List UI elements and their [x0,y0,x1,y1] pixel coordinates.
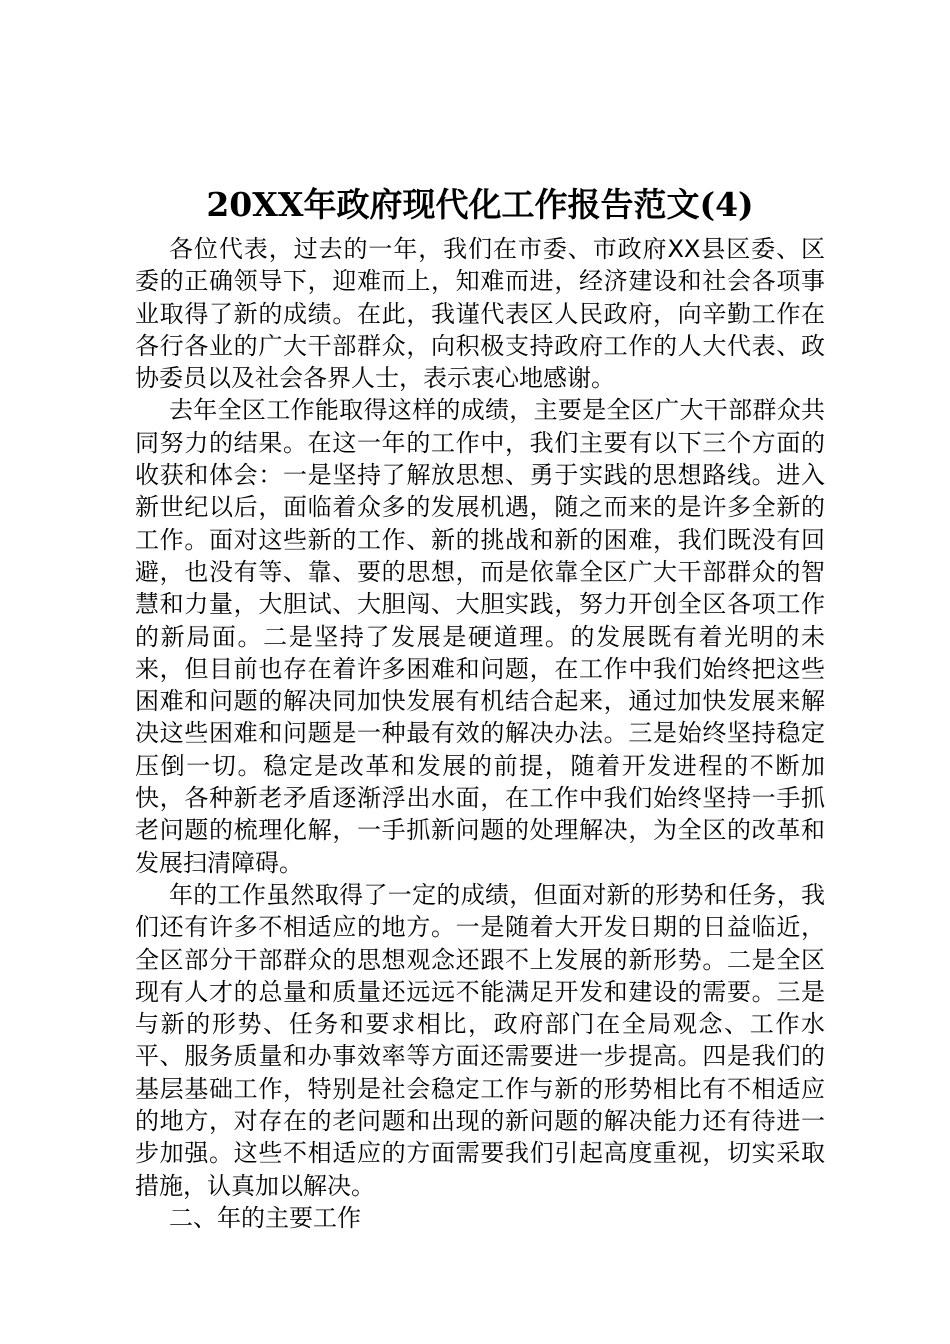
paragraph-shortcomings: 年的工作虽然取得了一定的成绩，但面对新的形势和任务，我们还有许多不相适应的地方。一是随着大开发日期的日益临近，全区部分干部群众的思想观念还跟不上发展的新形势。二是全区现有人才的总量和质量还远远不能满足开发和建设的需要。三是与新的形势、任务和要求相比，政府部门在全局观念、工作水平、服务质量和办事效率等方面还需要进一步提高。四是我们的基层基础工作，特别是社会稳定工作与新的形势相比有不相适应的地方，对存在的老问题和出现的新问题的解决能力还有待进一步加强。这些不相适应的方面需要我们引起高度重视，切实采取措施，认真加以解决。 [135,880,825,1200]
document-title: 20XX年政府现代化工作报告范文(4) [206,185,754,224]
paragraph-greeting: 各位代表，过去的一年，我们在市委、市政府XX县区委、区委的正确领导下，迎难而上，知难而进，经济建设和社会各项事业取得了新的成绩。在此，我谨代表区人民政府，向辛勤工作在各行各业的广大干部群众，向积极支持政府工作的人大代表、政协委员以及社会各界人士，表示衷心地感谢。 [135,235,825,393]
document-body [135,233,825,1234]
section-heading-main-work: 二、年的主要工作 [169,1203,361,1232]
paragraph-achievements: 去年全区工作能取得这样的成绩，主要是全区广大干部群众共同努力的结果。在这一年的工作中，我们主要有以下三个方面的收获和体会：一是坚持了解放思想、勇于实践的思想路线。进入新世纪以后，面临着众多的发展机遇，随之而来的是许多全新的工作。面对这些新的工作、新的挑战和新的困难，我们既没有回避，也没有等、靠、要的思想，而是依靠全区广大干部群众的智慧和力量，大胆试、大胆闯、大胆实践，努力开创全区各项工作的新局面。二是坚持了发展是硬道理。的发展既有着光明的未来，但目前也存在着许多困难和问题，在工作中我们始终把这些困难和问题的解决同加快发展有机结合起来，通过加快发展来解决这些困难和问题是一种最有效的解决办法。三是始终坚持稳定压倒一切。稳定是改革和发展的前提，随着开发进程的不断加快，各种新老矛盾逐渐浮出水面，在工作中我们始终坚持一手抓老问题的梳理化解，一手抓新问题的处理解决，为全区的改革和发展扫清障碍。 [135,396,825,877]
